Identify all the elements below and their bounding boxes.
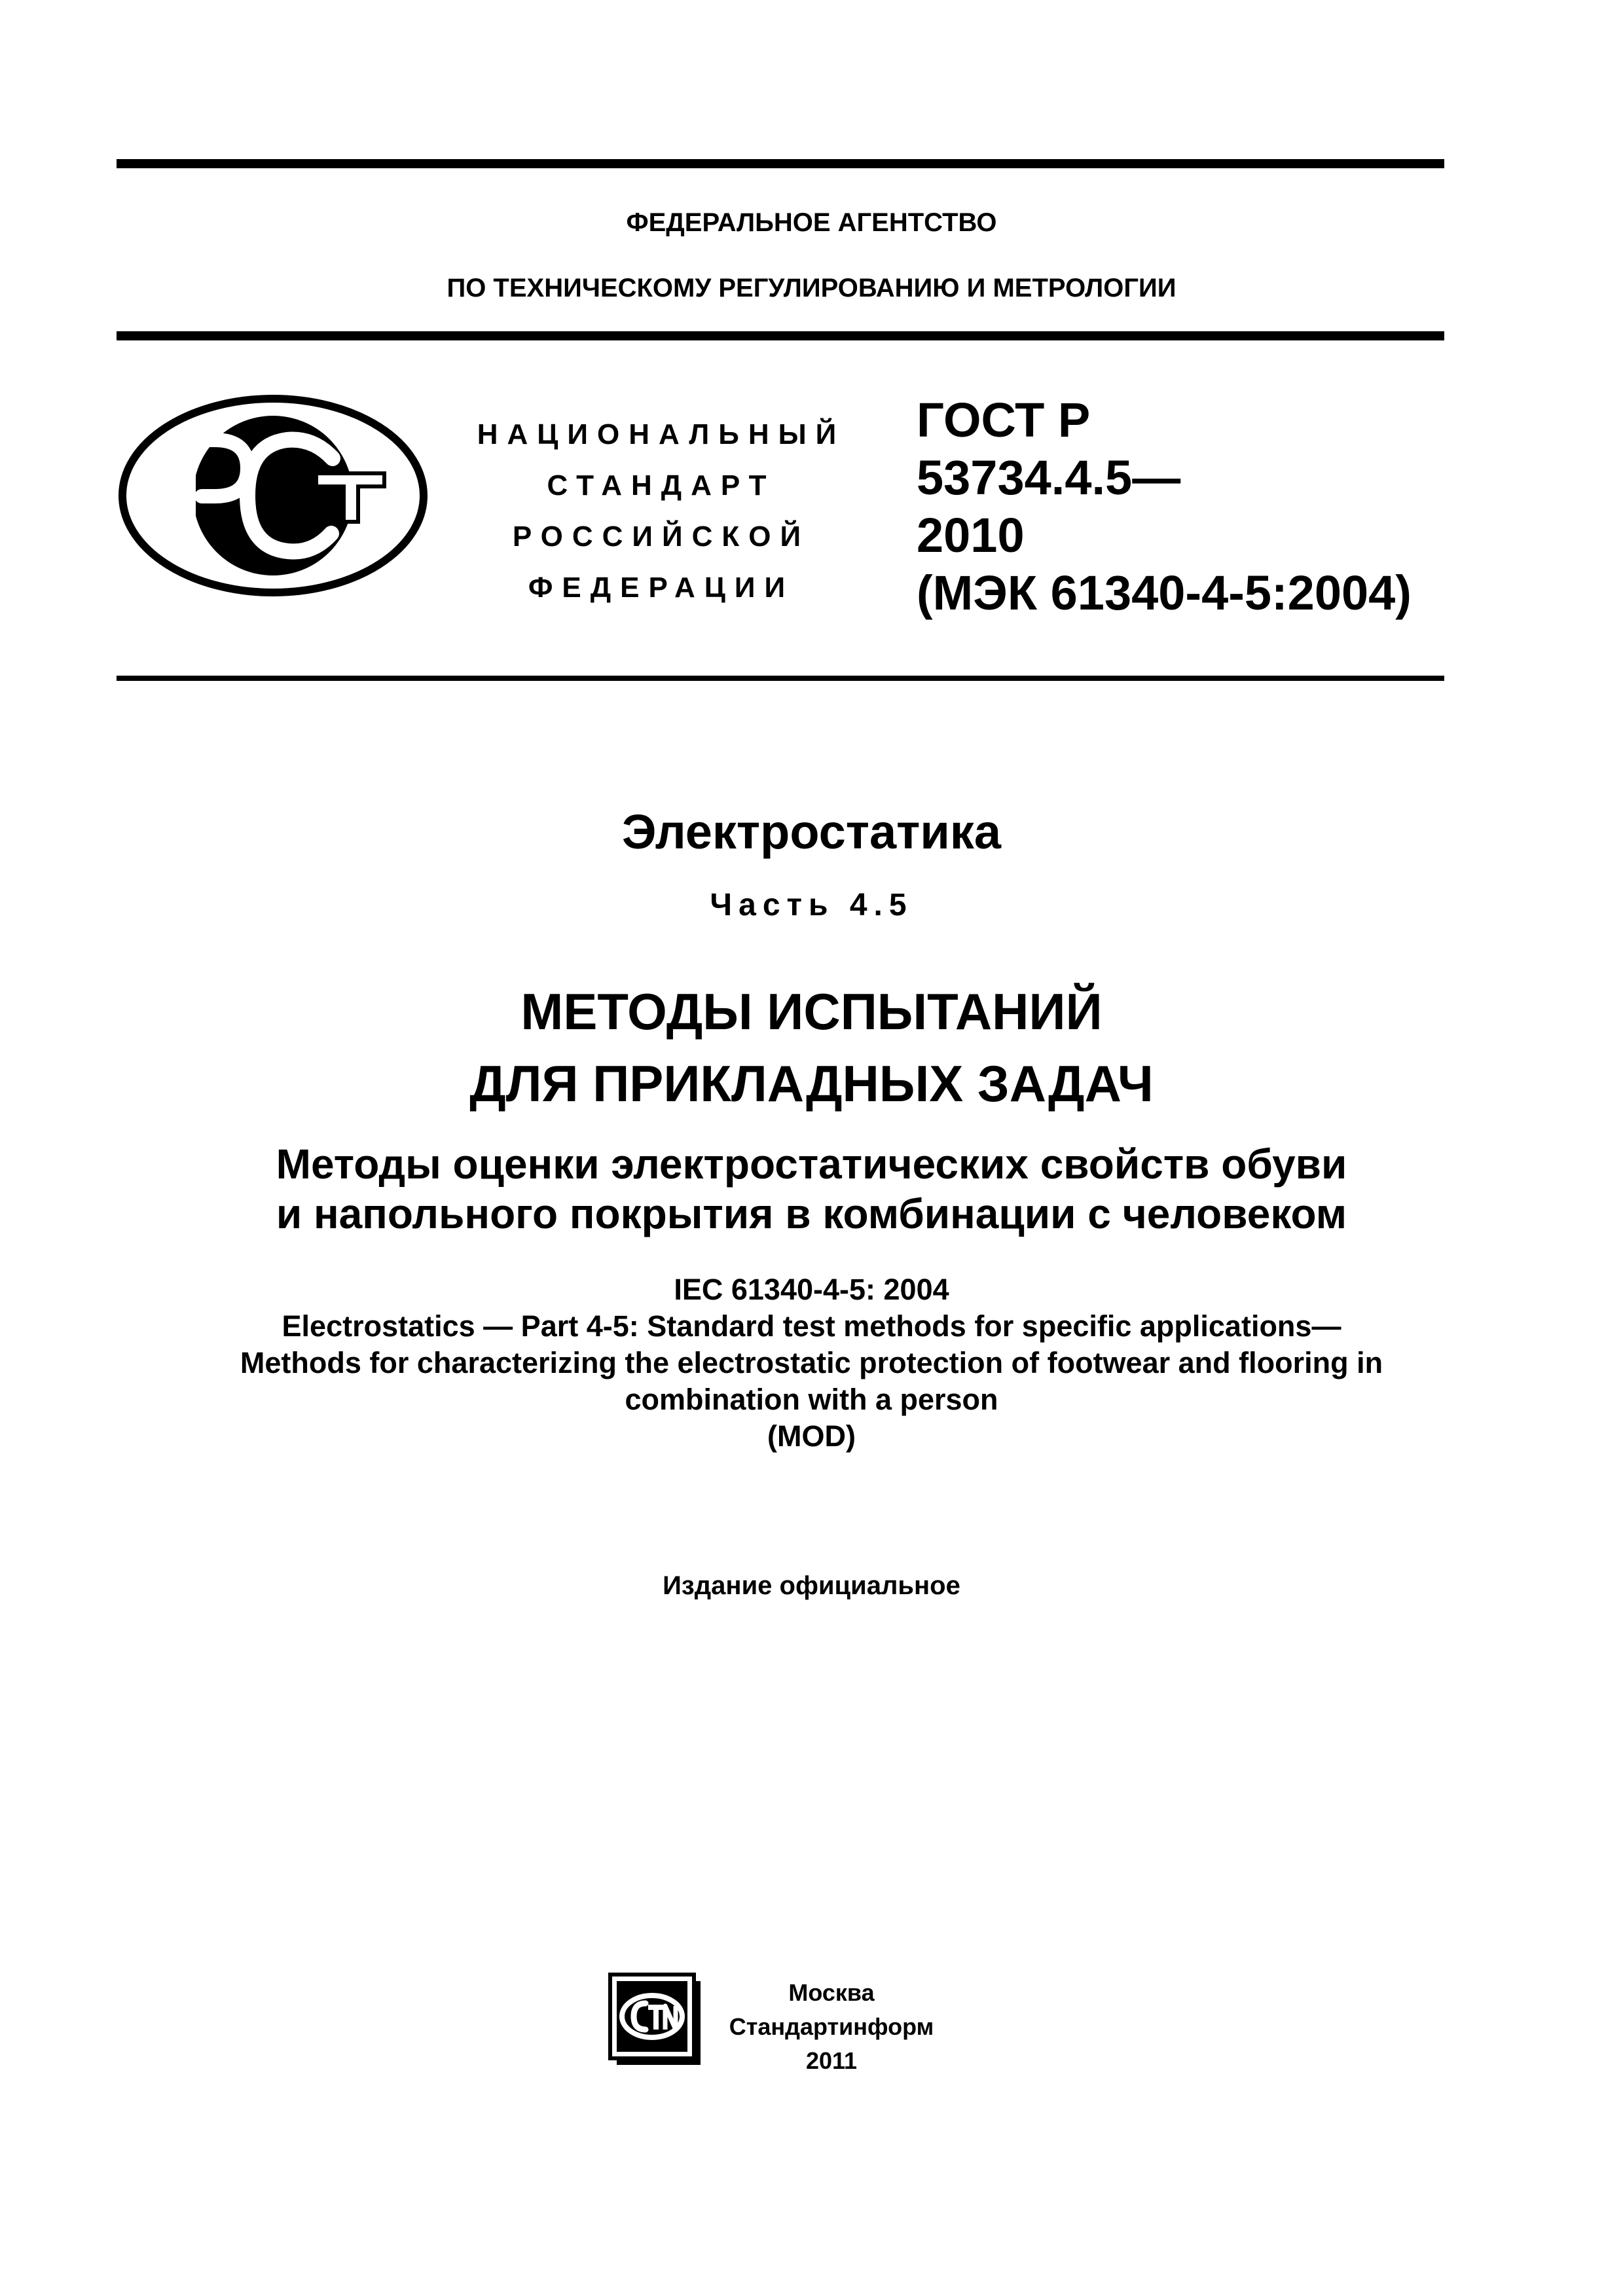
document-subtitle-line: и напольного покрытия в комбинации с человеком: [276, 1190, 1347, 1237]
gost-line: (МЭК 61340-4-5:2004): [917, 566, 1412, 620]
iec-line: combination with a person: [625, 1383, 998, 1416]
publisher-city: Москва: [788, 1979, 875, 2006]
publisher-name: Стандартинформ: [729, 2013, 934, 2040]
agency-name-line1: ФЕДЕРАЛЬНОЕ АГЕНТСТВО: [626, 208, 997, 237]
header-divider-rule: [117, 331, 1444, 340]
national-standard-line: НАЦИОНАЛЬНЫЙ: [477, 418, 846, 450]
document-subtitle-line: Методы оценки электростатических свойств обуви: [276, 1140, 1347, 1188]
gost-line: 2010: [917, 508, 1025, 562]
iec-line: (MOD): [767, 1419, 856, 1453]
document-heading-line: ДЛЯ ПРИКЛАДНЫХ ЗАДАЧ: [469, 1055, 1154, 1112]
national-standard-label: [452, 409, 871, 613]
gost-line: 53734.4.5—: [917, 450, 1181, 505]
agency-name-line2: ПО ТЕХНИЧЕСКОМУ РЕГУЛИРОВАНИЮ И МЕТРОЛОГИИ: [447, 274, 1176, 302]
document-part: Часть 4.5: [710, 888, 913, 922]
edition-note: Издание официальное: [663, 1571, 960, 1600]
document-heading-line: МЕТОДЫ ИСПЫТАНИЙ: [520, 983, 1103, 1040]
document-title: Электростатика: [621, 805, 1002, 859]
rst-certification-logo-icon: [117, 393, 429, 599]
iec-line: Electrostatics — Part 4-5: Standard test methods for specific applications—: [282, 1309, 1341, 1343]
iec-line: IEC 61340-4-5: 2004: [674, 1273, 949, 1306]
national-standard-line: РОССИЙСКОЙ: [512, 520, 811, 553]
top-rule: [117, 159, 1444, 168]
publisher-info: [727, 1976, 936, 2078]
national-standard-line: ФЕДЕРАЦИИ: [528, 572, 795, 604]
document-subtitle: [0, 1139, 1623, 1239]
title-divider-rule: [117, 676, 1444, 681]
publisher-year: 2011: [805, 2047, 858, 2074]
gost-line: ГОСТ Р: [917, 393, 1091, 447]
national-standard-line: СТАНДАРТ: [547, 469, 776, 501]
gost-designation: [917, 392, 1412, 622]
document-heading: [0, 975, 1623, 1120]
iec-reference: [0, 1271, 1623, 1455]
standartinform-logo-icon: [608, 1972, 704, 2069]
iec-line: Methods for characterizing the electrostatic protection of footwear and flooring in: [240, 1346, 1383, 1379]
